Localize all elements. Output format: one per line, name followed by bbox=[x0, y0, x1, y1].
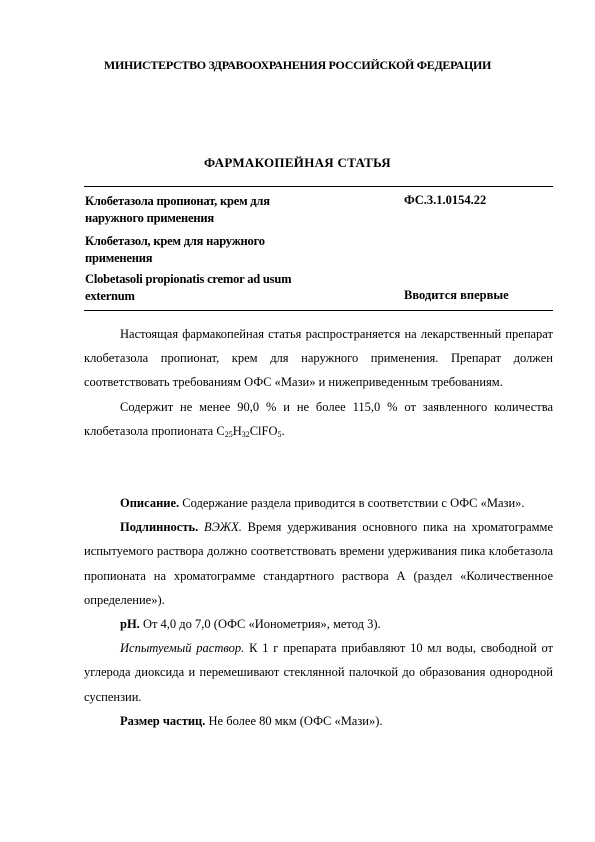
document-title: ФАРМАКОПЕЙНАЯ СТАТЬЯ bbox=[204, 155, 391, 170]
ph-label: pH. bbox=[120, 617, 140, 632]
test-solution-paragraph: Испытуемый раствор. К 1 г препарата прибавляют 10 мл воды, свободной от углерода диоксида и перемешивают стеклянной палочкой до образования однородной суспензии. bbox=[84, 641, 553, 704]
identity-paragraph: Подлинность. ВЭЖХ. Время удерживания основного пика на хроматограмме испытуемого раствора должно соответствовать времени удерживания пика клобетазола пропионата на хроматограмме стандартного раствора А (раздел «Количественное определение»). bbox=[84, 520, 554, 607]
particle-size-paragraph: Размер частиц. Не более 80 мкм (ОФС «Мази»). bbox=[120, 713, 383, 728]
scope-paragraph: Настоящая фармакопейная статья распространяется на лекарственный препарат клобетазола пропионат, крем для наружного применения. Препарат должен соответствовать требованиям ОФС «Мази» и нижеприведенным требованиям. bbox=[84, 327, 553, 390]
introduction-note: Вводится впервые bbox=[404, 288, 509, 302]
description-label: Описание. bbox=[120, 496, 180, 510]
tests-section bbox=[84, 491, 553, 733]
top-divider bbox=[84, 186, 553, 187]
latin-name: Clobetasoli propionatis cremor ad usum externum bbox=[85, 272, 292, 303]
intro-section bbox=[84, 322, 553, 443]
description-paragraph: Описание. Содержание раздела приводится в соответствии с ОФС «Мази». bbox=[120, 496, 525, 510]
russian-alt-name: Клобетазол, крем для наружного применения bbox=[85, 234, 265, 265]
fs-code: ФС.3.1.0154.22 bbox=[404, 193, 487, 207]
bottom-divider bbox=[84, 310, 553, 311]
particle-size-label: Размер частиц. bbox=[120, 713, 206, 728]
content-paragraph: Содержит не менее 90,0 % и не более 115,0 % от заявленного количества клобетазола пропионата $C_{25}H_{32}ClFO_5$. bbox=[84, 399, 553, 439]
identity-label: Подлинность. bbox=[120, 520, 199, 535]
test-solution-label: Испытуемый раствор. bbox=[120, 641, 245, 656]
identity-method: ВЭЖХ. bbox=[198, 520, 242, 535]
ministry-heading: МИНИСТЕРСТВО ЗДРАВООХРАНЕНИЯ РОССИЙСКОЙ ФЕДЕРАЦИИ bbox=[103, 58, 492, 72]
ph-paragraph: pH. От 4,0 до 7,0 (ОФС «Ионометрия», метод 3). bbox=[120, 617, 381, 632]
russian-name: Клобетазола пропионат, крем для наружного применения bbox=[85, 194, 270, 225]
